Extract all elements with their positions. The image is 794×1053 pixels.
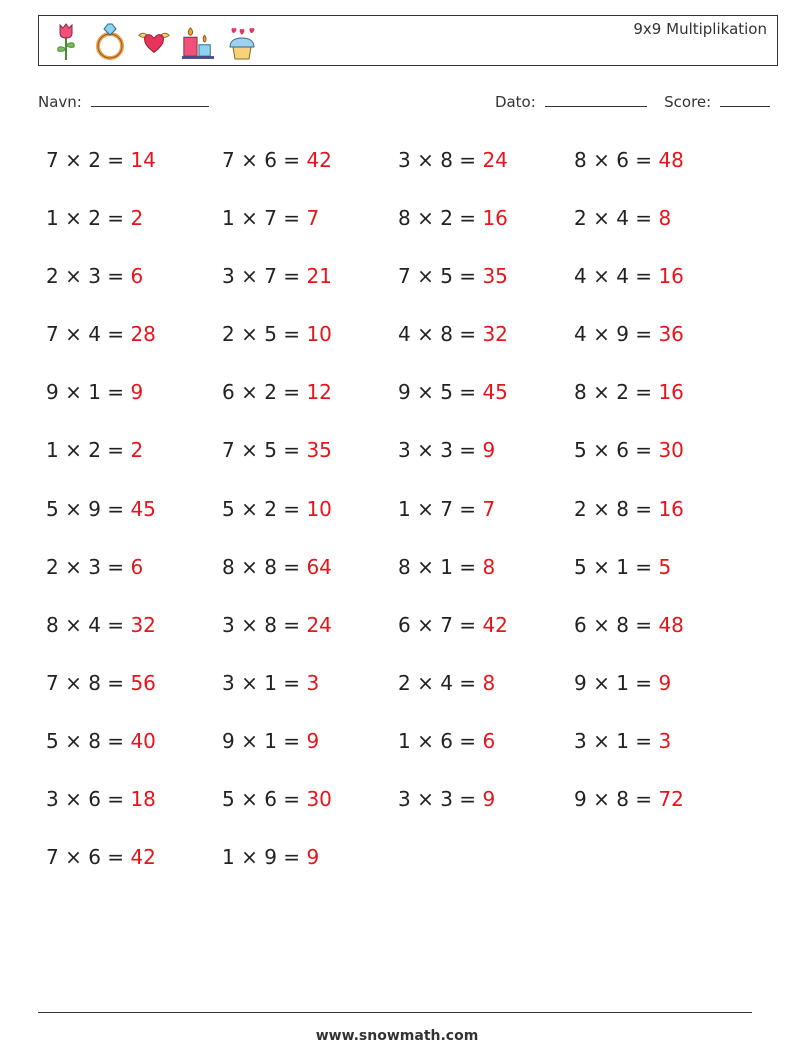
date-label: Dato: xyxy=(494,93,536,111)
factor-a: 4 xyxy=(574,322,587,347)
factor-a: 3 xyxy=(398,787,411,812)
problem-item: 6 × 7 = 42 xyxy=(398,612,508,637)
factor-a: 6 xyxy=(574,612,587,637)
answer: 16 xyxy=(658,496,684,521)
problem-item: 8 × 1 = 8 xyxy=(398,554,496,579)
factor-a: 7 xyxy=(222,438,235,463)
factor-b: 6 xyxy=(88,845,101,870)
answer: 48 xyxy=(658,148,684,172)
problem-item: 9 × 1 = 9 xyxy=(46,380,144,405)
rose-icon xyxy=(49,20,83,62)
factor-a: 8 xyxy=(574,148,587,172)
answer: 2 xyxy=(130,206,144,231)
answer: 8 xyxy=(658,206,672,231)
problem-item: 7 × 4 = 28 xyxy=(46,322,156,347)
problem-item: 4 × 9 = 36 xyxy=(574,322,684,347)
answer: 14 xyxy=(130,148,156,172)
problem-item: 6 × 2 = 12 xyxy=(222,380,332,405)
factor-a: 6 xyxy=(222,380,235,405)
header-icons xyxy=(49,19,269,63)
factor-a: 3 xyxy=(398,438,411,463)
factor-a: 7 xyxy=(46,845,59,870)
factor-b: 8 xyxy=(264,554,277,579)
factor-a: 7 xyxy=(46,670,59,695)
date-line[interactable] xyxy=(545,92,647,107)
answer: 9 xyxy=(482,438,496,463)
problem-item: 5 × 2 = 10 xyxy=(222,496,332,521)
factor-a: 8 xyxy=(222,554,235,579)
answer: 7 xyxy=(306,206,320,231)
answer: 45 xyxy=(482,380,508,405)
problem-item: 2 × 4 = 8 xyxy=(574,206,672,231)
answer: 42 xyxy=(130,845,156,870)
factor-b: 7 xyxy=(264,264,277,289)
factor-b: 5 xyxy=(264,438,277,463)
problem-item: 8 × 8 = 64 xyxy=(222,554,332,579)
factor-a: 9 xyxy=(574,670,587,695)
factor-a: 9 xyxy=(222,728,235,753)
factor-b: 2 xyxy=(88,438,101,463)
problem-grid xyxy=(46,143,756,898)
factor-b: 1 xyxy=(616,670,629,695)
date-score-fields xyxy=(495,92,770,111)
factor-a: 8 xyxy=(46,612,59,637)
factor-b: 4 xyxy=(616,264,629,289)
factor-b: 1 xyxy=(88,380,101,405)
answer: 3 xyxy=(306,670,320,695)
problem-item: 3 × 8 = 24 xyxy=(398,148,508,172)
factor-b: 8 xyxy=(616,612,629,637)
score-label: Score: xyxy=(664,93,712,111)
factor-a: 8 xyxy=(398,554,411,579)
answer: 6 xyxy=(130,554,144,579)
footer-divider xyxy=(38,1012,752,1013)
factor-b: 1 xyxy=(616,728,629,753)
factor-b: 6 xyxy=(616,148,629,172)
answer: 16 xyxy=(482,206,508,231)
problem-item: 9 × 8 = 72 xyxy=(574,787,684,812)
factor-a: 7 xyxy=(46,322,59,347)
problem-item: 1 × 6 = 6 xyxy=(398,728,496,753)
problem-item: 5 × 8 = 40 xyxy=(46,728,156,753)
factor-b: 7 xyxy=(264,206,277,231)
factor-a: 2 xyxy=(398,670,411,695)
answer: 24 xyxy=(306,612,332,637)
factor-a: 1 xyxy=(46,206,59,231)
factor-b: 2 xyxy=(616,380,629,405)
factor-b: 3 xyxy=(440,787,453,812)
problem-item: 8 × 6 = 48 xyxy=(574,148,684,172)
factor-a: 5 xyxy=(46,728,59,753)
problem-item: 7 × 5 = 35 xyxy=(222,438,332,463)
factor-a: 2 xyxy=(46,554,59,579)
problem-item: 2 × 3 = 6 xyxy=(46,554,144,579)
problem-item: 4 × 8 = 32 xyxy=(398,322,508,347)
answer: 35 xyxy=(306,438,332,463)
problem-item: 5 × 9 = 45 xyxy=(46,496,156,521)
factor-a: 9 xyxy=(574,787,587,812)
factor-b: 2 xyxy=(88,206,101,231)
answer: 18 xyxy=(130,787,156,812)
factor-a: 9 xyxy=(398,380,411,405)
problem-item: 7 × 8 = 56 xyxy=(46,670,156,695)
problem-item: 5 × 1 = 5 xyxy=(574,554,672,579)
answer: 32 xyxy=(482,322,508,347)
problem-item: 3 × 6 = 18 xyxy=(46,787,156,812)
problem-item: 6 × 8 = 48 xyxy=(574,612,684,637)
factor-b: 4 xyxy=(440,670,453,695)
factor-a: 2 xyxy=(46,264,59,289)
answer: 16 xyxy=(658,264,684,289)
factor-a: 1 xyxy=(222,206,235,231)
factor-a: 9 xyxy=(46,380,59,405)
factor-b: 4 xyxy=(88,322,101,347)
factor-b: 6 xyxy=(264,148,277,172)
problem-item: 1 × 9 = 9 xyxy=(222,845,320,870)
factor-b: 4 xyxy=(88,612,101,637)
footer-url[interactable]: www.snowmath.com xyxy=(315,1028,479,1044)
problem-item: 3 × 1 = 3 xyxy=(574,728,672,753)
problem-item: 1 × 7 = 7 xyxy=(398,496,496,521)
candles-icon xyxy=(181,20,215,62)
factor-a: 5 xyxy=(222,496,235,521)
factor-a: 5 xyxy=(574,438,587,463)
worksheet-header xyxy=(38,15,778,66)
factor-b: 5 xyxy=(440,264,453,289)
answer: 8 xyxy=(482,554,496,579)
factor-b: 7 xyxy=(440,496,453,521)
factor-b: 8 xyxy=(440,322,453,347)
problem-item: 9 × 1 = 9 xyxy=(574,670,672,695)
problem-item: 1 × 7 = 7 xyxy=(222,206,320,231)
name-line[interactable] xyxy=(91,92,209,107)
factor-a: 2 xyxy=(574,206,587,231)
factor-a: 3 xyxy=(222,670,235,695)
factor-b: 8 xyxy=(616,496,629,521)
factor-b: 1 xyxy=(264,728,277,753)
answer: 56 xyxy=(130,670,156,695)
answer: 32 xyxy=(130,612,156,637)
answer: 48 xyxy=(658,612,684,637)
factor-a: 6 xyxy=(398,612,411,637)
answer: 35 xyxy=(482,264,508,289)
factor-b: 1 xyxy=(440,554,453,579)
problem-item: 8 × 4 = 32 xyxy=(46,612,156,637)
problem-item: 3 × 8 = 24 xyxy=(222,612,332,637)
name-label: Navn: xyxy=(38,93,82,111)
answer: 10 xyxy=(306,496,332,521)
factor-b: 8 xyxy=(264,612,277,637)
factor-b: 2 xyxy=(264,496,277,521)
problem-item: 5 × 6 = 30 xyxy=(574,438,684,463)
problem-item: 4 × 4 = 16 xyxy=(574,264,684,289)
factor-a: 1 xyxy=(398,728,411,753)
factor-b: 2 xyxy=(440,206,453,231)
problem-item: 7 × 6 = 42 xyxy=(222,148,332,172)
factor-b: 1 xyxy=(616,554,629,579)
factor-b: 3 xyxy=(88,264,101,289)
factor-b: 6 xyxy=(616,438,629,463)
answer: 12 xyxy=(306,380,332,405)
factor-b: 1 xyxy=(264,670,277,695)
answer: 9 xyxy=(130,380,144,405)
factor-a: 3 xyxy=(574,728,587,753)
answer: 16 xyxy=(658,380,684,405)
factor-a: 7 xyxy=(398,264,411,289)
answer: 8 xyxy=(482,670,496,695)
factor-b: 9 xyxy=(88,496,101,521)
score-line[interactable] xyxy=(720,92,770,107)
problem-item: 8 × 2 = 16 xyxy=(398,206,508,231)
ring-icon xyxy=(93,20,127,62)
problem-item: 5 × 6 = 30 xyxy=(222,787,332,812)
answer: 9 xyxy=(306,728,320,753)
problem-item: 1 × 2 = 2 xyxy=(46,206,144,231)
answer: 9 xyxy=(306,845,320,870)
problem-item: 9 × 1 = 9 xyxy=(222,728,320,753)
factor-b: 5 xyxy=(264,322,277,347)
answer: 42 xyxy=(482,612,508,637)
factor-b: 8 xyxy=(440,148,453,172)
answer: 42 xyxy=(306,148,332,172)
problem-item: 2 × 5 = 10 xyxy=(222,322,332,347)
answer: 45 xyxy=(130,496,156,521)
answer: 5 xyxy=(658,554,672,579)
name-field[interactable] xyxy=(38,92,209,111)
factor-b: 2 xyxy=(88,148,101,172)
factor-a: 7 xyxy=(46,148,59,172)
factor-b: 2 xyxy=(264,380,277,405)
answer: 24 xyxy=(482,148,508,172)
factor-a: 7 xyxy=(222,148,235,172)
problem-item: 3 × 7 = 21 xyxy=(222,264,332,289)
answer: 9 xyxy=(482,787,496,812)
answer: 30 xyxy=(306,787,332,812)
factor-b: 8 xyxy=(88,670,101,695)
factor-a: 1 xyxy=(398,496,411,521)
factor-a: 8 xyxy=(398,206,411,231)
factor-a: 4 xyxy=(574,264,587,289)
answer: 10 xyxy=(306,322,332,347)
factor-a: 1 xyxy=(222,845,235,870)
factor-a: 2 xyxy=(574,496,587,521)
answer: 6 xyxy=(482,728,496,753)
factor-a: 1 xyxy=(46,438,59,463)
answer: 28 xyxy=(130,322,156,347)
answer: 3 xyxy=(658,728,672,753)
answer: 9 xyxy=(658,670,672,695)
factor-a: 3 xyxy=(398,148,411,172)
problem-item: 1 × 2 = 2 xyxy=(46,438,144,463)
factor-b: 4 xyxy=(616,206,629,231)
factor-b: 7 xyxy=(440,612,453,637)
factor-b: 6 xyxy=(88,787,101,812)
answer: 64 xyxy=(306,554,332,579)
answer: 72 xyxy=(658,787,684,812)
problem-item: 3 × 3 = 9 xyxy=(398,787,496,812)
factor-b: 8 xyxy=(88,728,101,753)
factor-a: 8 xyxy=(574,380,587,405)
factor-b: 6 xyxy=(264,787,277,812)
problem-item: 7 × 2 = 14 xyxy=(46,148,156,172)
problem-item: 2 × 4 = 8 xyxy=(398,670,496,695)
factor-a: 5 xyxy=(574,554,587,579)
factor-a: 2 xyxy=(222,322,235,347)
answer: 40 xyxy=(130,728,156,753)
factor-a: 4 xyxy=(398,322,411,347)
factor-b: 6 xyxy=(440,728,453,753)
answer: 7 xyxy=(482,496,496,521)
problem-item: 8 × 2 = 16 xyxy=(574,380,684,405)
factor-a: 5 xyxy=(222,787,235,812)
winged-heart-icon xyxy=(137,20,171,62)
problem-item: 3 × 1 = 3 xyxy=(222,670,320,695)
answer: 30 xyxy=(658,438,684,463)
factor-b: 3 xyxy=(88,554,101,579)
problem-item: 7 × 5 = 35 xyxy=(398,264,508,289)
answer: 2 xyxy=(130,438,144,463)
cupcake-icon xyxy=(225,20,259,62)
factor-a: 3 xyxy=(222,612,235,637)
problem-item: 2 × 3 = 6 xyxy=(46,264,144,289)
factor-a: 3 xyxy=(222,264,235,289)
problem-item: 3 × 3 = 9 xyxy=(398,438,496,463)
problem-item: 2 × 8 = 16 xyxy=(574,496,684,521)
problem-item: 7 × 6 = 42 xyxy=(46,845,156,870)
factor-a: 3 xyxy=(46,787,59,812)
answer: 36 xyxy=(658,322,684,347)
factor-b: 9 xyxy=(264,845,277,870)
factor-b: 9 xyxy=(616,322,629,347)
factor-b: 8 xyxy=(616,787,629,812)
answer: 6 xyxy=(130,264,144,289)
factor-a: 5 xyxy=(46,496,59,521)
factor-b: 5 xyxy=(440,380,453,405)
factor-b: 3 xyxy=(440,438,453,463)
worksheet-title: 9x9 Multiplikation xyxy=(633,20,767,38)
answer: 21 xyxy=(306,264,332,289)
problem-item: 9 × 5 = 45 xyxy=(398,380,508,405)
